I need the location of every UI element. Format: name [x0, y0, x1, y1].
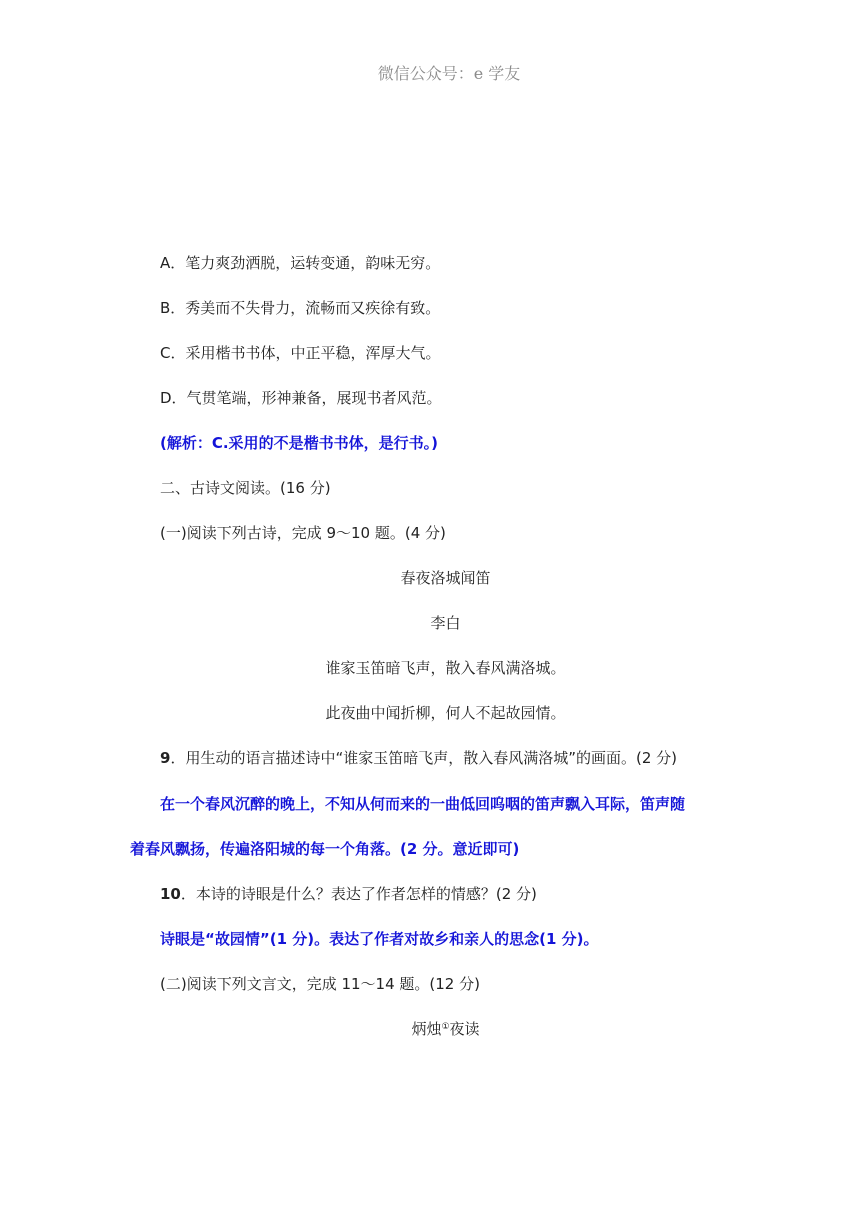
- answer-10: 诗眼是“故园情”(1 分)。表达了作者对故乡和亲人的思念(1 分)。: [160, 930, 599, 948]
- poem-line-1: 谁家玉笛暗飞声，散入春风满洛城。: [325, 659, 566, 677]
- poem-title: 春夜洛城闻笛: [400, 569, 491, 587]
- question-number: 10: [160, 885, 181, 903]
- header-watermark: 微信公众号：e 学友: [377, 64, 521, 83]
- option-d: D．气贯笔端，形神兼备，展现书者风范。: [160, 389, 442, 407]
- answer-9-line-2: 着春风飘扬，传遍洛阳城的每一个角落。(2 分。意近即可): [130, 840, 520, 858]
- option-a: A．笔力爽劲洒脱，运转变通，韵味无穷。: [160, 254, 441, 272]
- part-heading-1: (一)阅读下列古诗，完成 9～10 题。(4 分): [160, 524, 446, 542]
- option-b: B．秀美而不失骨力，流畅而又疾徐有致。: [160, 299, 441, 317]
- answer-9-line-1: 在一个春风沉醉的晚上，不知从何而来的一曲低回呜咽的笛声飘入耳际，笛声随: [160, 795, 686, 813]
- question-9: [160, 747, 677, 769]
- poem-author: 李白: [430, 614, 461, 632]
- section-heading: 二、古诗文阅读。(16 分): [160, 479, 331, 497]
- option-c: C．采用楷书书体，中正平稳，浑厚大气。: [160, 344, 441, 362]
- part-heading-2: (二)阅读下列文言文，完成 11～14 题。(12 分): [160, 975, 480, 993]
- prose-title-start: 炳烛: [411, 1020, 442, 1038]
- poem-line-2: 此夜曲中闻折柳，何人不起故园情。: [325, 704, 566, 722]
- question-text: ．本诗的诗眼是什么？表达了作者怎样的情感？(2 分): [180, 885, 537, 903]
- prose-title-end: 夜读: [449, 1020, 480, 1038]
- question-10: [160, 883, 537, 905]
- question-text: ．用生动的语言描述诗中“谁家玉笛暗飞声，散入春风满洛城”的画面。(2 分): [170, 749, 677, 767]
- prose-title: [0, 1018, 860, 1040]
- footnote-marker: ①: [441, 1022, 450, 1032]
- answer-analysis-8: (解析：C.采用的不是楷书书体，是行书。): [160, 434, 438, 452]
- question-number: 9: [160, 749, 171, 767]
